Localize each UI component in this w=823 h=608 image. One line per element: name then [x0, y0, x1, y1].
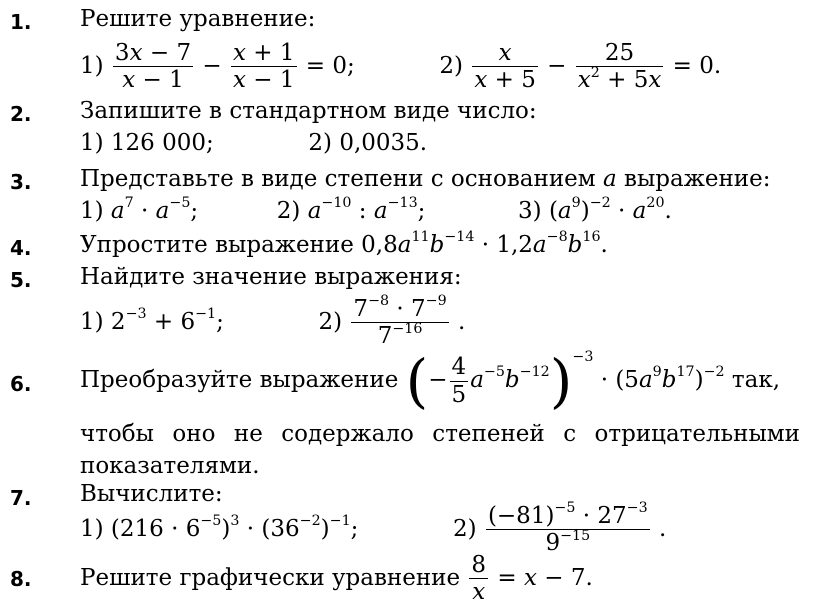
problem-1-number: 1. [10, 10, 32, 34]
problem-1-equations: 1) $\frac{3x - 7}{x - 1}$ − $\frac{x + 1}{x - 1}$ = 0; 2) $\frac{x}{x + 5}$ − $\frac{25}{x^2 + 5x}$ = 0. [80, 40, 722, 94]
problem-5-number: 5. [10, 268, 32, 292]
problem-6-number: 6. [10, 372, 32, 396]
problem-3-title-text: Представьте в виде степени с основанием [80, 166, 596, 192]
problem-4-title: Упростите выражение [80, 232, 354, 258]
fraction: $\frac{x}{x + 5}$ [474, 40, 536, 94]
problem-8-title: Решите графически уравнение [80, 564, 461, 591]
problem-2-title: Запишите в стандартном виде число: [80, 98, 537, 124]
problem-6-line: Преобразуйте выражение (− $\frac{4}{5}$ $a^{-5}b^{-12})^{-3} \cdot (5a^9b^{17})^{-2}$ так, [80, 347, 781, 415]
problem-7-number: 7. [10, 486, 32, 510]
problem-3-title [80, 166, 771, 192]
problem-5-items: 1) $2^{-3} + 6^{-1}$; 2) $\frac{7^{-8} \cdot 7^{-9}}{7^{-16}}$ . [80, 293, 466, 350]
problem-5-title: Найдите значение выражения: [80, 264, 462, 290]
problem-3-items: 1) $a^7 \cdot a^{-5}$; 2) $a^{-10}$ : $a^{-13}$; 3) $(a^9)^{-2} \cdot a^{20}$. [80, 195, 672, 224]
fraction: $\frac{4}{5}$ [451, 354, 467, 408]
fraction: $\frac{8}{x}$ [471, 552, 487, 606]
problem-3-base: a [602, 166, 617, 192]
problem-1-title: Решите уравнение: [80, 6, 316, 32]
problem-4-line: Упростите выражение $0,8a^{11}b^{-14} \cdot 1,2a^{-8}b^{16}$. [80, 229, 608, 258]
problem-6-continuation: чтобы оно не содержало степеней с отрицательными показателями. [80, 421, 800, 479]
problem-8-line: Решите графически уравнение $\frac{8}{x}$ = x − 7. [80, 552, 593, 606]
problem-2-items [80, 130, 427, 156]
problem-2-item-1: 1) 126 000; [80, 130, 214, 156]
problem-7-title: Вычислите: [80, 481, 223, 507]
problem-3-title-end: выражение: [624, 166, 771, 192]
problem-6-title: Преобразуйте выражение [80, 367, 399, 393]
fraction: $\frac{3x - 7}{x - 1}$ [114, 40, 192, 94]
problem-3-number: 3. [10, 170, 32, 194]
problem-8-number: 8. [10, 567, 32, 591]
fraction: $\frac{x + 1}{x - 1}$ [232, 40, 295, 94]
problem-2-number: 2. [10, 102, 32, 126]
problem-2-item-2: 2) 0,0035. [308, 130, 428, 156]
fraction: $\frac{25}{x^2 + 5x}$ [577, 40, 662, 94]
problem-4-number: 4. [10, 236, 32, 260]
problem-7-items: 1) $(216 \cdot 6^{-5})^3 \cdot (36^{-2})^{-1}$; 2) $\frac{(-81)^{-5} \cdot 27^{-3}}{9^{-15}}$ . [80, 500, 667, 557]
fraction: $\frac{(-81)^{-5} \cdot 27^{-3}}{9^{-15}}$ [487, 500, 648, 557]
fraction: $\frac{7^{-8} \cdot 7^{-9}}{7^{-16}}$ [353, 293, 447, 350]
problem-6-title-end: так, [731, 367, 781, 393]
